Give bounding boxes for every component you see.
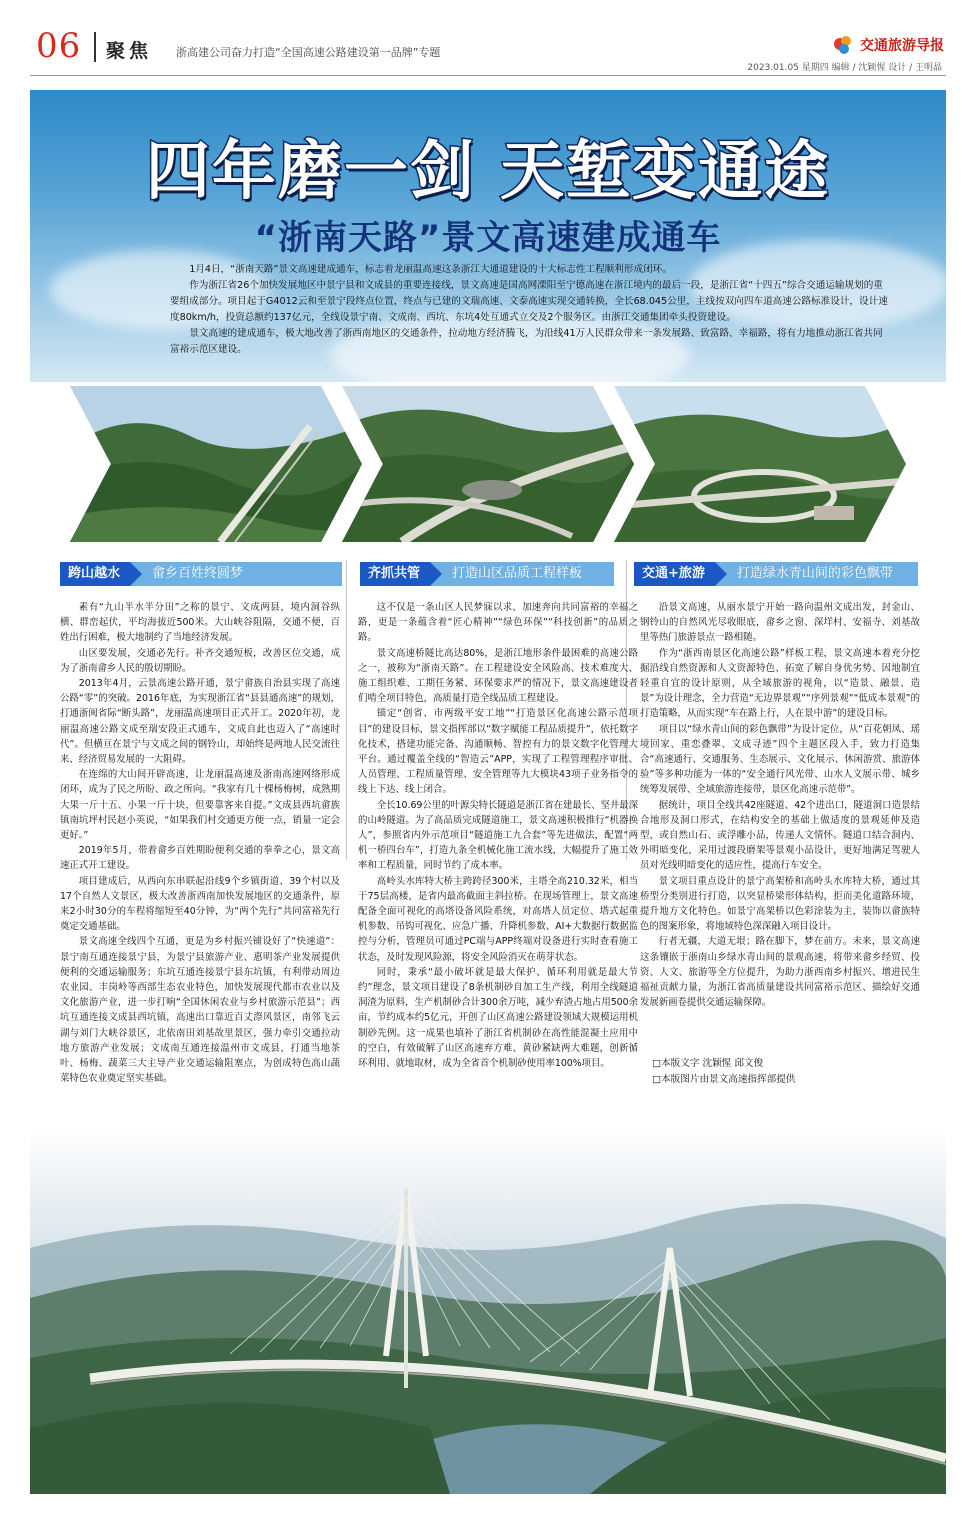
body-paragraph: 景文项目重点设计的景宁高架桥和高岭头水库特大桥，通过其桥型分类别进行打造，以突显桥梁形体结构，拒而美化道路环境，提升地方文化特色。如景宁高架桥以色彩涂装为主，装饰以畲族特色的图案形象，将地域特色深深融入项目设计。 [640,875,920,933]
page-number: 06 [36,26,82,66]
body-paragraph: 景文高速全线四个互通，更是为乡村振兴铺设好了“快速道”：景宁南互通连接景宁县，为景宁县旅游产业、惠明茶产业发展提供便利的交通运输服务；东坑互通连接景宁县东坑镇，有利带动周边农业园、丰岗岭等西部生态农业特色，加快发展现代都市农业以及文化旅游产业，进一步打响“全国休闲农业与乡村旅游示范县”；西坑互通连接文成县西坑镇，高速出口靠近百丈漈风景区，南邻飞云湖与刘门大峡谷景区，北依南田刘基故里景区，强力牵引交通拉动地方旅游产业发展；文成南互通连接温州市文成县，打通当地茶叶、杨梅、蔬菜三大主导产业交通运输阻塞点，为创成特色高山蔬菜特色农业奠定坚实基础。 [60,936,340,1085]
body-paragraph: 2019年5月，带着畲乡百姓期盼便利交通的拳拳之心，景文高速正式开工建设。 [60,845,340,872]
section-tag: 跨山越水 [60,562,130,586]
body-paragraph: 景文高速桥隧比高达80%，是浙江地形条件最困难的高速公路之一，被称为“浙南天路”。在工程建设安全风险高、技术难度大、施工组织难、工期任务紧、环保要求严的情况下，景文高速建设者们啃全项目特色，高质量打造全线品质工程建设。 [358,647,638,705]
section-header-1 [60,562,342,586]
brand-logo [832,34,944,56]
body-paragraph: 2013年4月，云景高速公路开通，景宁畲族自治县实现了高速公路“零”的突破。2016年底，为实现浙江省“县县通高速”的规划，打通浙闽省际“断头路”，龙丽温高速项目正式开工。2020年初，龙丽温高速公路文成至瑞安段正式通车，文成自此也迈入了“高速时代”。但横亘在景宁与文成之间的钢铃山，却始终是两地人民交流往来、经济贸易发展的一大阻碍。 [60,678,340,766]
section-title: 打造绿水青山间的彩色飘带 [715,562,918,586]
body-paragraph: 锚定“创省、市两级平安工地”“打造景区化高速公路示范项目”的建设目标，景文指挥部以“数字赋能工程品质提升”，依托数字化技术，搭建功能完备、沟通顺畅、智控有力的景文数字化管理大平台。通过覆盖全线的“智造云”APP，实现了工程管理程序审批、人员管理、工程质量管理、安全管理等九大模块43项子业务指令的线上下达、线上闭合。 [358,708,638,796]
article-column-2 [358,600,638,1071]
body-paragraph: 沿景文高速，从丽水景宁开始一路向温州文成出发，封金山、钢铃山的自然风光尽收眼底，畲乡之窗、深垟村、安福寺、刘基故里等热门旅游景点一路相随。 [640,602,920,644]
photo-strip [30,384,946,546]
lead-paragraph: 景文高速的建成通车，极大地改善了浙西南地区的交通条件，拉动地方经济腾飞，为沿线41万人民群众带来一条发展路、致富路、幸福路，将有力地推动浙江省共同富裕示范区建设。 [170,328,883,355]
body-paragraph: 项目以“绿水青山间的彩色飘带”为设计定位，从“百花朝凤、瑶境回家、重恋叠翠、文成寻迹”四个主题区段入手，致力打造集合“高速通行、交通服务、生态展示、文化展示、休闲游赏、旅游体验”等多种功能为一体的“安全通行风光带、山水人文展示带、城乡统筹发展带、全域旅游连接带，景区化高速示范带”。 [640,723,920,796]
brand-swirl-icon [832,34,854,56]
body-paragraph: 在连绵的大山间开辟高速，让龙丽温高速及浙南高速网络形成闭环，成为了民之所盼、政之所向。“我家有几十棵杨梅树，成熟期大果一斤十五、小果一斤十块，但要靠客来自提。”文成县西坑畲族镇南坑坪村民赵小英说，“如果我们村交通更方便一点，销量一定会更好。” [60,769,340,842]
special-topic: 浙高建公司奋力打造“全国高速公路建设第一品牌”专题 [176,46,441,59]
column-divider [346,560,347,860]
masthead-divider [94,32,96,62]
masthead-rule [30,75,946,76]
body-paragraph: 行者无疆，大道无垠；路在脚下，梦在前方。未来，景文高速这条镶嵌于浙南山乡绿水青山间的景观高速，将带来畲乡经贸、投资、人文、旅游等全方位提升，为助力浙西南乡村振兴、增进民生福祉贡献力量，为浙江省高质量建设共同富裕示范区、描绘好交通发展新画卷提供交通运输保障。 [640,936,920,1009]
section-title: 打造山区品质工程样板 [430,562,614,586]
section-tag: 交通+旅游 [634,562,715,586]
credit-photo: □本版图片由景文高速指挥部提供 [652,1074,796,1085]
lead-paragraph: 1月4日，“浙南天路”景文高速建成通车，标志着龙丽温高速这条浙江大通道建设的十大标志性工程顺利形成闭环。 [189,264,672,275]
lead-paragraphs [170,262,890,358]
body-paragraph: 项目建成后，从西向东串联起沿线9个乡镇街道、39个村以及17个自然人文景区，极大改善浙西南加快发展地区的交通条件，原来2小时30分的车程将缩短至40分钟，为“两个先行”共同富裕先行奠定交通基础。 [60,875,340,933]
credit-text: □本版文字 沈颖惺 邱文俊 [652,1058,764,1069]
body-paragraph: 据统计，项目全线共42座隧道、42个进出口，隧道洞口造景结合地形及洞口形式，在结构安全的基础上做适度的景观延伸及造型，或自然山石、或浮雕小品，传递人文情怀。隧道口结合洞内、外明暗变化，采用过渡段磨架等景观小品设计，更好地满足驾驶人员对光线明暗变化的适应性，提高行车安全。 [640,799,920,872]
body-paragraph: 这不仅是一条山区人民梦寐以求、加速奔向共同富裕的幸福之路，更是一条蕴含着“匠心精神”“绿色环保”“科技创新”的品质之路。 [358,602,638,644]
hero-banner [30,90,946,382]
article-column-3 [640,600,920,1010]
article-column-1 [60,600,340,1087]
lead-paragraph: 作为浙江省26个加快发展地区中景宁县和文成县的重要连接线，景文高速是国高网溧阳至宁德高速在浙江境内的最后一段，是浙江省“十四五”综合交通运输规划的重要组成部分。项目起于G4012云和至景宁段终点位置，终点与已建的文瑞高速、文泰高速实现交通转换，全长68.045公里，主线按双向四车道高速公路标准设计，设计速度80km/h，投资总额约137亿元，全线设景宁南、文成南、西坑、东坑4处互通式立交及2个服务区。由浙江交通集团牵头投资建设。 [170,280,888,323]
masthead [0,0,976,84]
photo-viaduct-valley [70,386,362,542]
section-tag: 齐抓共管 [360,562,430,586]
body-paragraph: 同时，秉承“最小破坏就是最大保护、循环利用就是最大节约”理念，景文项目建设了8条机制砂自加工生产线，利用全线隧道洞渣为原料，生产机制砂合计300余万吨，减少弃渣占地占用500余亩，节约成本约5亿元，开创了山区高速公路建设领域大规模运用机制砂先例。这一成果也填补了浙江省机制砂在高性能混凝土应用中的空白，有效破解了山区高速弃方难、黄砂紧缺两大难题，创新循环利用、就地取材，成为全省首个机制砂使用率100%项目。 [358,966,638,1070]
section-header-3 [634,562,918,586]
photo-interchange [614,386,906,542]
body-paragraph: 全长10.69公里的叶源尖特长隧道是浙江省在建最长、坚井最深的山岭隧道。为了高品质完成隧道施工，景文高速积极推行“机器换人”，参照省内外示范项目“隧道施工九合套”等先进做法，配置“两机一桥四台车”，打造九条全机械化施工流水线，大幅提升了施工效率和工程质量，同时节约了成本率。 [358,799,639,872]
headline: 四年磨一剑 天堑变通途 [145,135,831,209]
photo-tunnel-portal [342,386,634,542]
section-name: 聚焦 [106,40,153,62]
dateline: 2023.01.05 星期四 编辑 / 沈颖惺 设计 / 王明晶 [747,63,942,73]
subhead: “浙南天路”景文高速建成通车 [254,218,722,258]
body-paragraph: 山区要发展，交通必先行。补齐交通短板，改善区位交通，成为了浙南畲乡人民的殷切期盼。 [60,647,340,674]
brand-name: 交通旅游导报 [860,38,944,54]
credits [652,1056,795,1088]
section-header-2 [360,562,614,586]
body-paragraph: 作为“浙西南景区化高速公路”样板工程，景文高速本着充分挖掘沿线自然资源和人文资源特色、拓宽了解自身优劣势、因地制宜轻重自宜的设计原则，从全域旅游的视角，以“造景、融景、造景”为设计理念，全力营造“无边界景观”“序列景观”“低成本景观”的打造策略，从而实现“车在路上行，人在景中游”的建设目标。 [640,647,920,720]
body-paragraph: 素有“九山半水半分田”之称的景宁、文成两县，境内洞谷纵横、群峦起伏，平均海拔近500米。大山峡谷阻隔，交通不便，百姓出行困难，极大地制约了当地经济发展。 [60,602,340,644]
body-paragraph: 高岭头水库特大桥主跨跨径300米，主塔全高210.32米，相当于75层高楼，是省内最高截面主斜拉桥。在现场管理上，景文高速配备全面可视化的高塔设备风险系统，对高塔人员定位、塔式起重机参数、吊钩可视化、应急广播、升降机参数、AI+大数据行数据监控与分析，管理员可通过PC端与APP终端对设备进行实时查看施工状态，及时发现风险源，将安全风险消灭在萌芽状态。 [358,875,638,963]
section-title: 畲乡百姓终圆梦 [130,562,342,586]
photo-cable-stayed-bridge [30,1128,946,1494]
